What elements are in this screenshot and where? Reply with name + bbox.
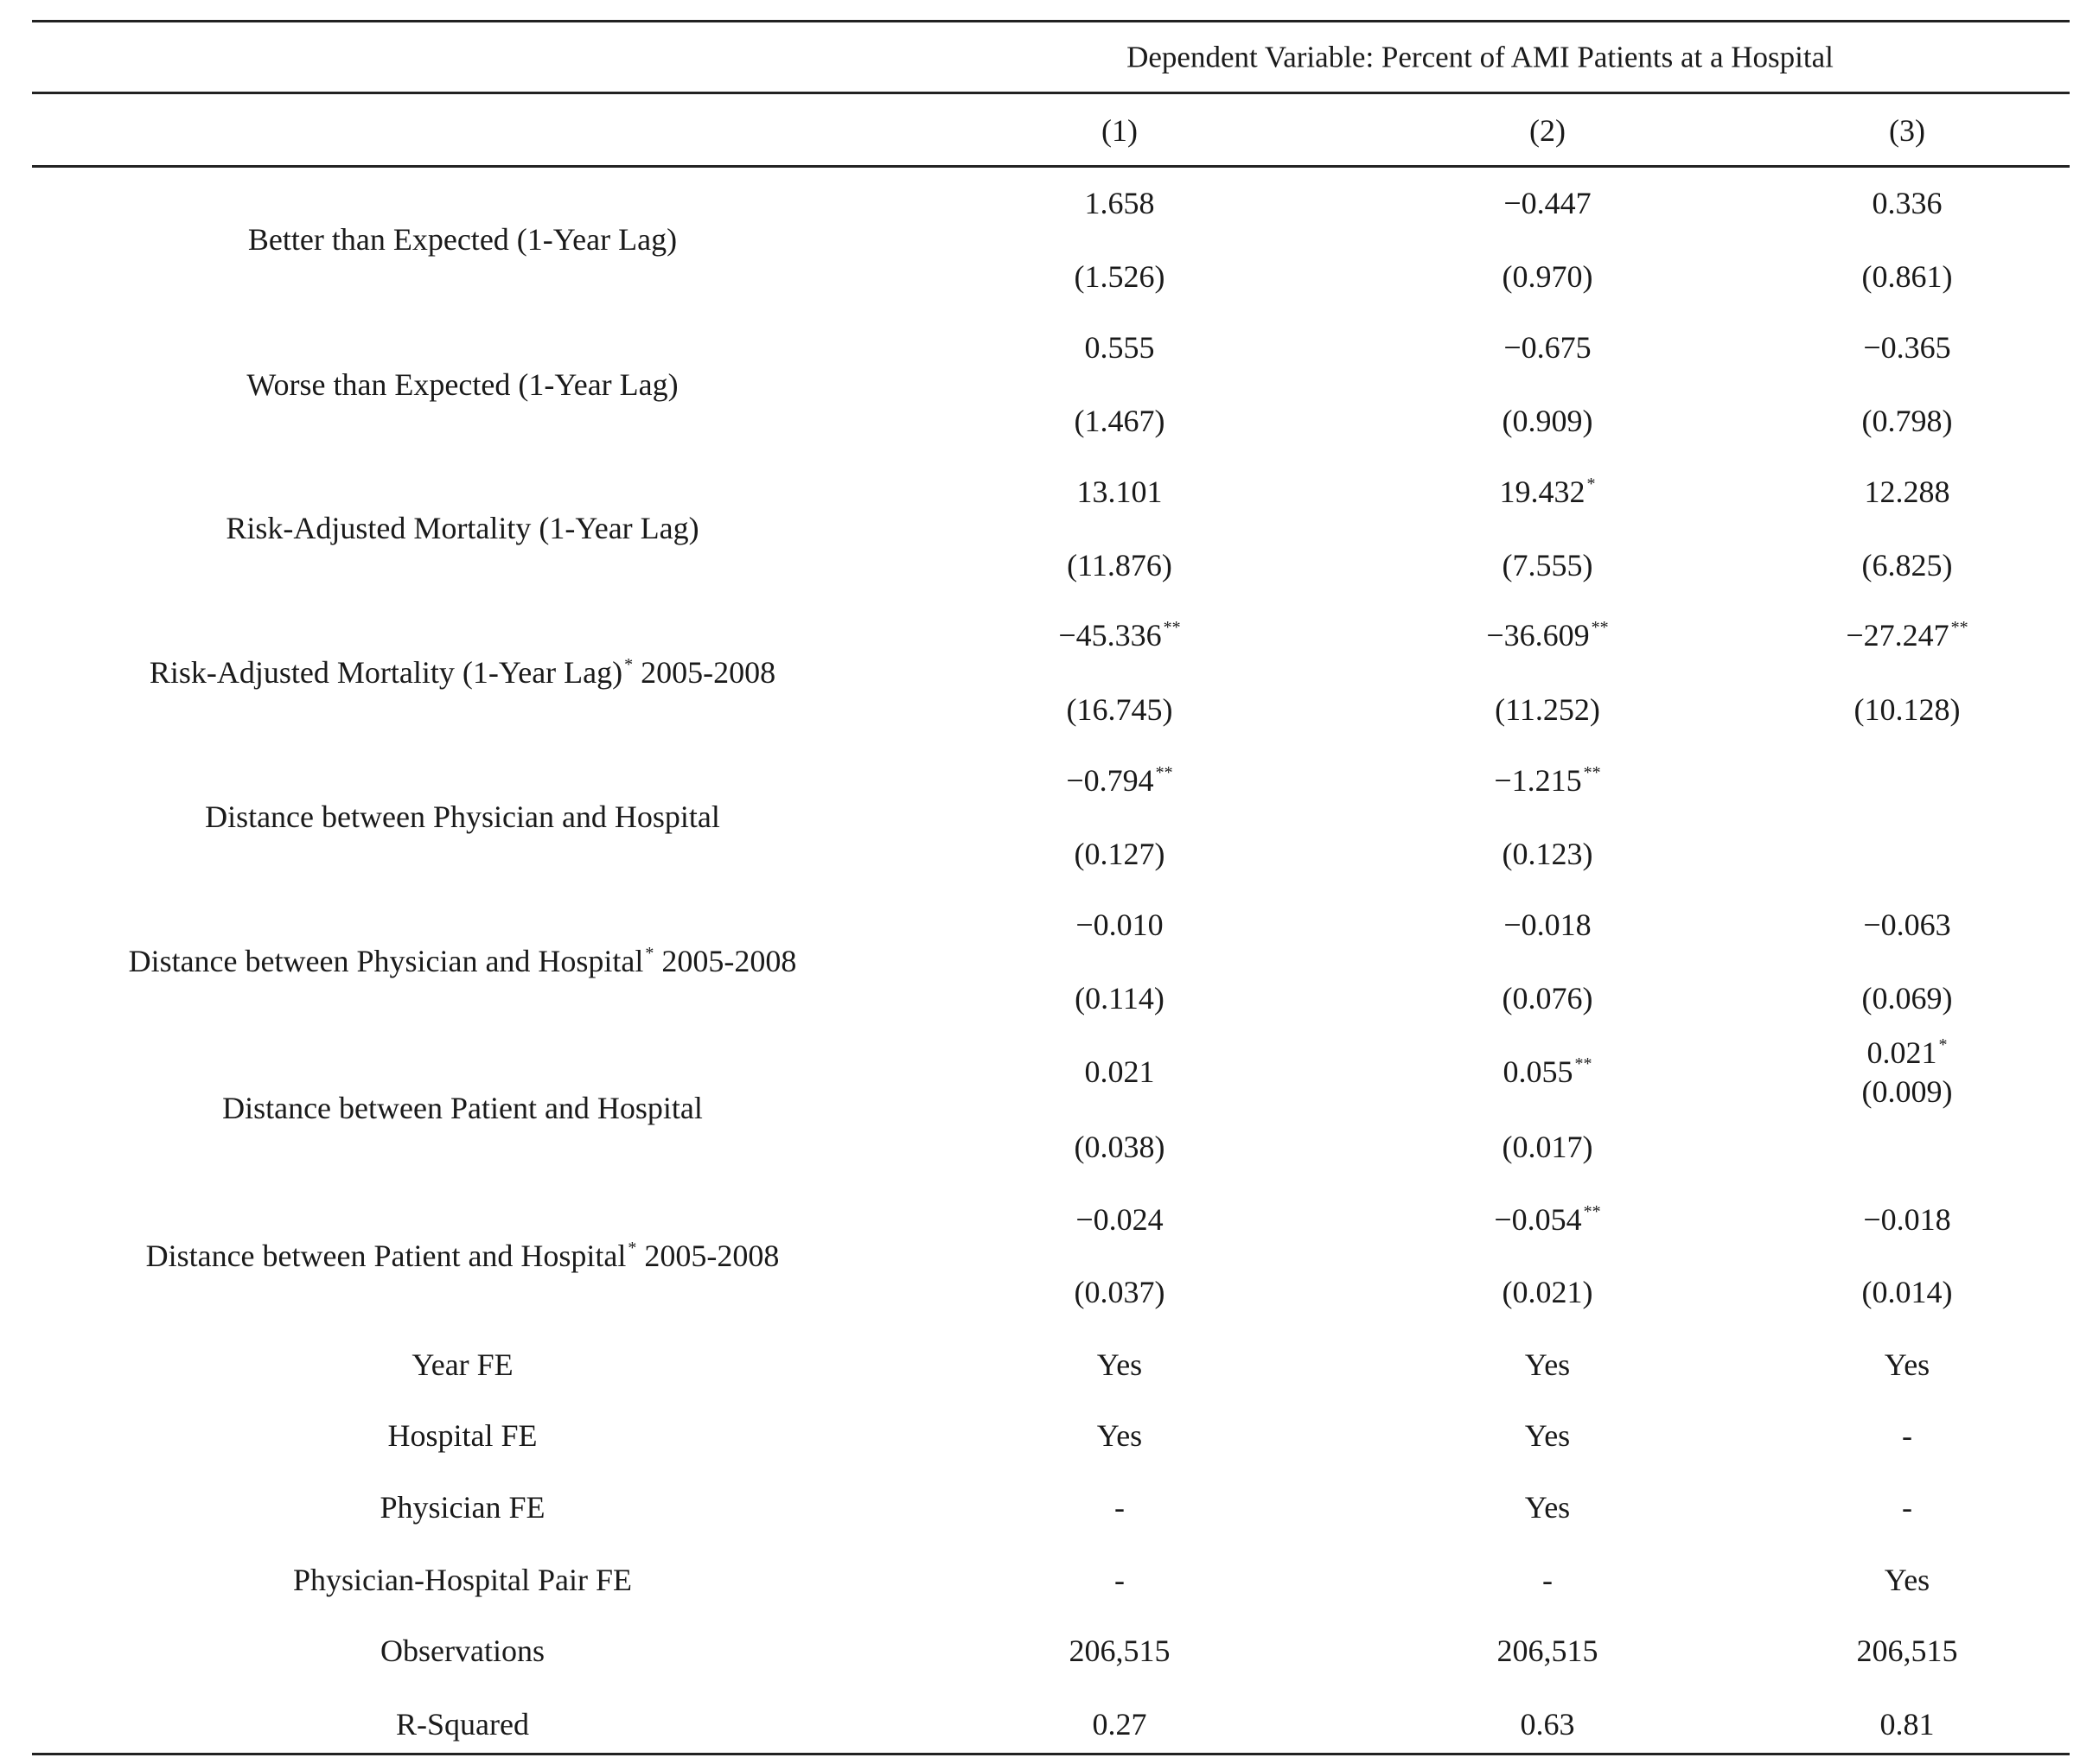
coefficient-cell: [1494, 765, 1600, 796]
coefficient-cell: [1873, 188, 1943, 219]
interaction-marker: *: [628, 1239, 637, 1258]
standard-error-cell: (1.526): [1074, 259, 1165, 294]
row-label: [246, 369, 678, 400]
standard-error-cell: (1.467): [1074, 404, 1165, 438]
column-header-rule: [32, 165, 2070, 168]
control-value-cell: -: [1542, 1563, 1553, 1597]
control-value-cell: Yes: [1096, 1347, 1143, 1382]
coefficient-value: −0.675: [1503, 330, 1592, 365]
control-value-cell: -: [1902, 1490, 1912, 1525]
standard-error-cell: (0.123): [1502, 837, 1593, 871]
row-label-suffix: 2005-2008: [633, 655, 776, 690]
coefficient-value: 0.021: [1084, 1054, 1155, 1089]
row-label: [222, 1092, 703, 1124]
coefficient-value: −0.054: [1494, 1202, 1582, 1237]
significance-stars: *: [1938, 1035, 1948, 1054]
dependent-variable-header: Dependent Variable: Percent of AMI Patients at a Hospital: [1126, 40, 1834, 74]
significance-stars: *: [1586, 474, 1596, 494]
top-rule: [32, 20, 2070, 22]
row-label: [129, 946, 797, 977]
control-label: Year FE: [412, 1347, 514, 1382]
coefficient-value: −36.609: [1486, 618, 1590, 653]
control-value-cell: Yes: [1524, 1347, 1571, 1382]
coefficient-value: 0.555: [1084, 330, 1155, 365]
significance-stars: **: [1583, 1202, 1601, 1221]
coefficient-value: −45.336: [1058, 618, 1162, 653]
significance-stars: **: [1583, 763, 1601, 782]
control-value-cell: 206,515: [1856, 1633, 1958, 1668]
control-value-cell: Yes: [1524, 1490, 1571, 1525]
control-value-cell: 0.63: [1520, 1707, 1575, 1742]
standard-error-cell: (0.076): [1502, 981, 1593, 1016]
standard-error-cell: (0.069): [1861, 981, 1953, 1016]
standard-error-cell: (0.970): [1502, 259, 1593, 294]
control-label: Physician-Hospital Pair FE: [293, 1563, 632, 1597]
significance-stars: **: [1591, 618, 1609, 637]
standard-error-cell: (0.014): [1861, 1275, 1953, 1309]
control-value-cell: Yes: [1884, 1347, 1930, 1382]
control-value-cell: 206,515: [1496, 1633, 1598, 1668]
coefficient-value: −1.215: [1494, 763, 1582, 798]
coefficient-cell: [1503, 1056, 1592, 1087]
control-value-cell: Yes: [1524, 1418, 1571, 1453]
row-label: [248, 224, 677, 255]
coefficient-cell: [1865, 476, 1950, 507]
control-value-cell: -: [1902, 1418, 1912, 1453]
standard-error-cell: (0.861): [1861, 259, 1953, 294]
coefficient-cell: [1867, 1037, 1948, 1068]
standard-error-cell: (0.909): [1502, 404, 1593, 438]
row-label: [146, 1240, 780, 1271]
column-header-2: (2): [1529, 113, 1566, 148]
row-label-text: Distance between Physician and Hospital: [128, 944, 644, 978]
interaction-marker: *: [645, 944, 654, 963]
coefficient-value: 1.658: [1084, 186, 1155, 220]
row-label-suffix: 2005-2008: [636, 1239, 780, 1273]
coefficient-cell: [1085, 188, 1155, 219]
coefficient-value: −0.010: [1075, 907, 1164, 942]
control-value-cell: -: [1114, 1563, 1125, 1597]
significance-stars: **: [1950, 618, 1968, 637]
control-value-cell: Yes: [1096, 1418, 1143, 1453]
control-label: Hospital FE: [387, 1418, 538, 1453]
coefficient-value: −0.794: [1066, 763, 1154, 798]
significance-stars: **: [1155, 763, 1173, 782]
control-label: Observations: [380, 1633, 545, 1668]
coefficient-value: −0.024: [1075, 1202, 1164, 1237]
standard-error-cell: (11.876): [1067, 548, 1172, 583]
coefficient-cell: [1085, 1056, 1155, 1087]
coefficient-cell: [1503, 909, 1591, 940]
bottom-rule: [32, 1753, 2070, 1755]
control-value-cell: 0.81: [1879, 1707, 1935, 1742]
coefficient-value: 12.288: [1864, 474, 1950, 509]
interaction-marker: *: [624, 655, 634, 674]
coefficient-cell: [1077, 476, 1163, 507]
standard-error-cell: (0.009): [1861, 1074, 1953, 1109]
coefficient-cell: [1503, 332, 1591, 363]
coefficient-value: −0.063: [1863, 907, 1951, 942]
coefficient-value: −0.447: [1503, 186, 1592, 220]
coefficient-cell: [1494, 1204, 1600, 1235]
standard-error-cell: (0.798): [1861, 404, 1953, 438]
significance-stars: **: [1163, 618, 1181, 637]
coefficient-cell: [1075, 1204, 1163, 1235]
coefficient-cell: [1085, 332, 1155, 363]
coefficient-cell: [1863, 1204, 1950, 1235]
coefficient-value: 0.055: [1503, 1054, 1573, 1089]
column-header-1: (1): [1101, 113, 1138, 148]
coefficient-value: −0.018: [1863, 1202, 1951, 1237]
row-label: [226, 513, 699, 544]
standard-error-cell: (0.038): [1074, 1130, 1165, 1164]
coefficient-cell: [1863, 332, 1950, 363]
standard-error-cell: (10.128): [1853, 692, 1961, 727]
coefficient-value: 19.432: [1499, 474, 1586, 509]
coefficient-cell: [1846, 620, 1968, 651]
coefficient-value: 0.336: [1872, 186, 1943, 220]
coefficient-cell: [1500, 476, 1596, 507]
coefficient-cell: [1058, 620, 1180, 651]
coefficient-cell: [1066, 765, 1172, 796]
control-value-cell: 0.27: [1092, 1707, 1147, 1742]
standard-error-cell: (11.252): [1495, 692, 1600, 727]
coefficient-cell: [1503, 188, 1591, 219]
row-label-text: Risk-Adjusted Mortality (1-Year Lag): [149, 655, 623, 690]
standard-error-cell: (6.825): [1861, 548, 1953, 583]
coefficient-value: −0.365: [1863, 330, 1951, 365]
column-header-3: (3): [1889, 113, 1925, 148]
control-value-cell: -: [1114, 1490, 1125, 1525]
row-label-text: Distance between Patient and Hospital: [222, 1091, 703, 1125]
control-value-cell: 206,515: [1069, 1633, 1171, 1668]
standard-error-cell: (0.037): [1074, 1275, 1165, 1309]
row-label: [150, 657, 775, 688]
coefficient-value: 0.021: [1866, 1035, 1937, 1070]
standard-error-cell: (0.021): [1502, 1275, 1593, 1309]
row-label-text: Distance between Physician and Hospital: [205, 799, 720, 834]
row-label-text: Distance between Patient and Hospital: [145, 1239, 627, 1273]
coefficient-cell: [1863, 909, 1950, 940]
standard-error-cell: (0.127): [1074, 837, 1165, 871]
standard-error-cell: (0.017): [1502, 1130, 1593, 1164]
header-rule: [32, 92, 2070, 94]
coefficient-value: −0.018: [1503, 907, 1592, 942]
row-label-text: Better than Expected (1-Year Lag): [247, 222, 678, 257]
control-value-cell: Yes: [1884, 1563, 1930, 1597]
significance-stars: **: [1574, 1054, 1592, 1073]
row-label-text: Worse than Expected (1-Year Lag): [246, 367, 679, 402]
row-label: [205, 801, 720, 832]
row-label-suffix: 2005-2008: [654, 944, 797, 978]
coefficient-value: −27.247: [1846, 618, 1949, 653]
row-label-text: Risk-Adjusted Mortality (1-Year Lag): [226, 511, 699, 545]
standard-error-cell: (0.114): [1075, 981, 1164, 1016]
coefficient-value: 13.101: [1076, 474, 1163, 509]
standard-error-cell: (7.555): [1502, 548, 1593, 583]
control-label: R-Squared: [396, 1707, 529, 1742]
standard-error-cell: (16.745): [1066, 692, 1173, 727]
coefficient-cell: [1486, 620, 1608, 651]
control-label: Physician FE: [380, 1490, 546, 1525]
coefficient-cell: [1075, 909, 1163, 940]
